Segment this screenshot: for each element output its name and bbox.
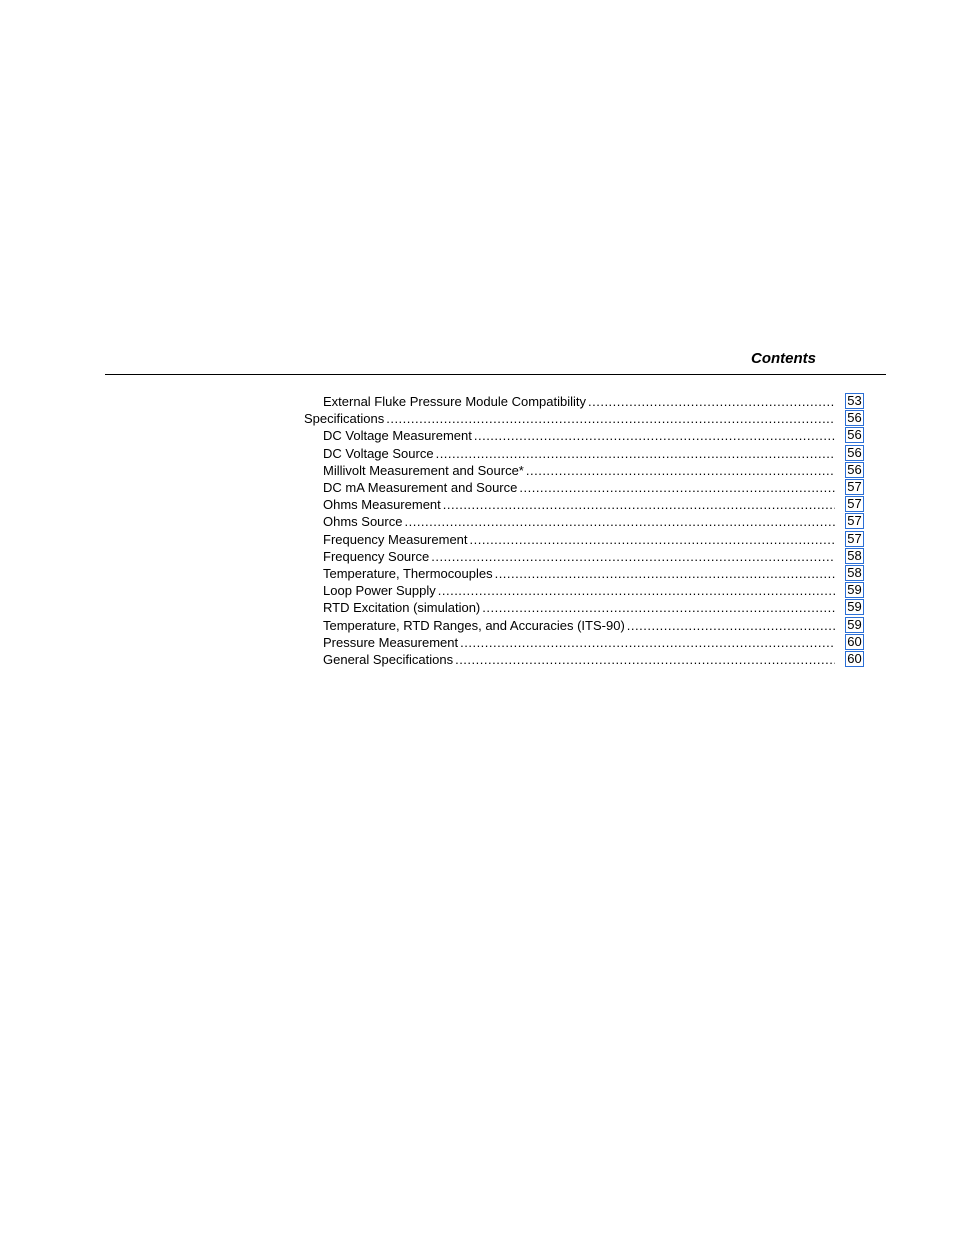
toc-dot-leader — [436, 445, 835, 462]
toc-entry[interactable] — [323, 531, 835, 548]
toc-page-link[interactable]: 58 — [845, 548, 864, 564]
toc-entry-title: DC mA Measurement and Source — [323, 480, 518, 495]
toc-entry-title: Specifications — [304, 411, 385, 426]
toc-page-link[interactable]: 57 — [845, 513, 864, 529]
toc-dot-leader — [588, 393, 835, 410]
toc-entry[interactable] — [323, 651, 835, 668]
toc-dot-leader — [474, 427, 835, 444]
toc-entry-title: Temperature, Thermocouples — [323, 566, 493, 581]
toc-entry[interactable] — [323, 427, 835, 444]
toc-page-link[interactable]: 57 — [845, 496, 864, 512]
toc-entry-title: Millivolt Measurement and Source* — [323, 463, 524, 478]
toc-page-link[interactable]: 56 — [845, 462, 864, 478]
toc-entry[interactable] — [323, 617, 835, 634]
toc-dot-leader — [627, 617, 835, 634]
toc-page-link[interactable]: 59 — [845, 599, 864, 615]
toc-page-link[interactable]: 58 — [845, 565, 864, 581]
toc-dot-leader — [519, 479, 835, 496]
toc-entry[interactable] — [323, 548, 835, 565]
toc-entry[interactable] — [323, 599, 835, 616]
toc-page-link[interactable]: 56 — [845, 445, 864, 461]
toc-entry[interactable] — [323, 634, 835, 651]
toc-entry[interactable] — [323, 565, 835, 582]
toc-entry[interactable] — [323, 582, 835, 599]
toc-dot-leader — [495, 565, 835, 582]
toc-page-link[interactable]: 56 — [845, 427, 864, 443]
toc-entry[interactable] — [304, 410, 835, 427]
toc-dot-leader — [386, 410, 835, 427]
toc-entry-title: Frequency Source — [323, 549, 430, 564]
toc-page-link[interactable]: 57 — [845, 531, 864, 547]
toc-page-link[interactable]: 60 — [845, 651, 864, 667]
toc-dot-leader — [470, 531, 835, 548]
toc-entry-title: RTD Excitation (simulation) — [323, 600, 481, 615]
toc-entry[interactable] — [323, 479, 835, 496]
toc-page-link[interactable]: 56 — [845, 410, 864, 426]
toc-dot-leader — [438, 582, 835, 599]
toc-entry[interactable] — [323, 445, 835, 462]
toc-entry-title: DC Voltage Source — [323, 446, 434, 461]
toc-entry-title: Ohms Source — [323, 514, 403, 529]
toc-entry-title: Temperature, RTD Ranges, and Accuracies (ITS-90) — [323, 618, 625, 633]
toc-entry[interactable] — [323, 496, 835, 513]
toc-dot-leader — [431, 548, 835, 565]
toc-page-link[interactable]: 57 — [845, 479, 864, 495]
toc-entry-title: Loop Power Supply — [323, 583, 436, 598]
toc-entry-title: External Fluke Pressure Module Compatibility — [323, 394, 586, 409]
toc-dot-leader — [443, 496, 835, 513]
toc-entry[interactable] — [323, 393, 835, 410]
toc-dot-leader — [482, 599, 835, 616]
toc-dot-leader — [404, 513, 835, 530]
toc-entry-title: Pressure Measurement — [323, 635, 459, 650]
toc-page-link[interactable]: 60 — [845, 634, 864, 650]
toc-dot-leader — [455, 651, 835, 668]
toc-page-link[interactable]: 59 — [845, 582, 864, 598]
toc-entry-title: Frequency Measurement — [323, 532, 468, 547]
toc-entry-title: General Specifications — [323, 652, 454, 667]
toc-entry-title: Ohms Measurement — [323, 497, 441, 512]
toc-entry[interactable] — [323, 462, 835, 479]
page-header-title: Contents — [751, 350, 816, 367]
toc-dot-leader — [460, 634, 835, 651]
toc-entry[interactable] — [323, 513, 835, 530]
header-divider — [105, 374, 886, 375]
toc-dot-leader — [526, 462, 835, 479]
toc-page-link[interactable]: 59 — [845, 617, 864, 633]
toc-page-link[interactable]: 53 — [845, 393, 864, 409]
toc-entry-title: DC Voltage Measurement — [323, 428, 472, 443]
